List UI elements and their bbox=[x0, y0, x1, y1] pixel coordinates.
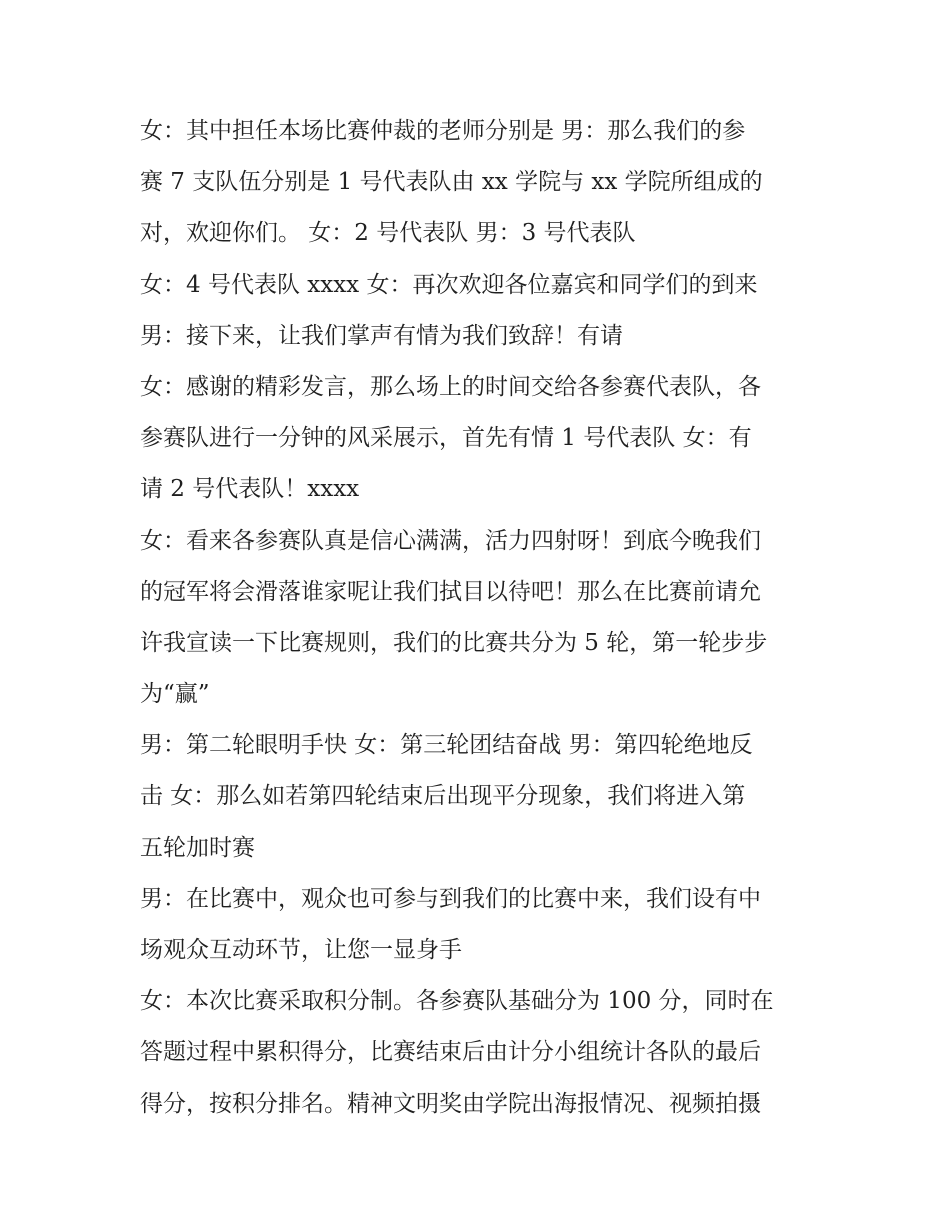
text-line: 五轮加时赛 bbox=[140, 834, 255, 861]
text-line: 击 女：那么如若第四轮结束后出现平分现象，我们将进入第 bbox=[140, 783, 746, 810]
text-line: 场观众互动环节，让您一显身手 bbox=[140, 937, 462, 963]
text-line: 女：看来各参赛队真是信心满满，活力四射呀！到底今晚我们 bbox=[140, 527, 761, 554]
text-line: 男：第二轮眼明手快 女：第三轮团结奋战 男：第四轮绝地反 bbox=[140, 732, 753, 759]
text-line: 得分，按积分排名。精神文明奖由学院出海报情况、视频拍摄 bbox=[140, 1090, 761, 1117]
text-line: 赛 7 支队伍分别是 1 号代表队由 xx 学院与 xx 学院所组成的 bbox=[140, 169, 763, 196]
text-line: 女：感谢的精彩发言，那么场上的时间交给各参赛代表队，各 bbox=[140, 373, 761, 400]
text-line: 女：4 号代表队 xxxx 女：再次欢迎各位嘉宾和同学们的到来 bbox=[140, 271, 758, 298]
text-line: 男：接下来，让我们掌声有情为我们致辞！有请 bbox=[140, 322, 623, 349]
text-line: 请 2 号代表队！xxxx bbox=[140, 476, 360, 503]
text-line: 对，欢迎你们。 女：2 号代表队 男：3 号代表队 bbox=[140, 220, 636, 247]
text-line: 女：其中担任本场比赛仲裁的老师分别是 男：那么我们的参 bbox=[140, 118, 746, 144]
text-line: 参赛队进行一分钟的风采展示，首先有情 1 号代表队 女：有 bbox=[140, 425, 752, 452]
script-text-block bbox=[140, 106, 820, 1130]
text-line: 许我宣读一下比赛规则，我们的比赛共分为 5 轮，第一轮步步 bbox=[140, 629, 768, 656]
text-line: 男：在比赛中，观众也可参与到我们的比赛中来，我们设有中 bbox=[140, 885, 761, 912]
text-line: 的冠军将会滑落谁家呢让我们拭目以待吧！那么在比赛前请允 bbox=[140, 578, 761, 605]
text-line: 答题过程中累积得分，比赛结束后由计分小组统计各队的最后 bbox=[140, 1039, 761, 1066]
text-line: 为“赢” bbox=[140, 681, 210, 708]
text-line: 女：本次比赛采取积分制。各参赛队基础分为 100 分，同时在 bbox=[140, 988, 774, 1015]
